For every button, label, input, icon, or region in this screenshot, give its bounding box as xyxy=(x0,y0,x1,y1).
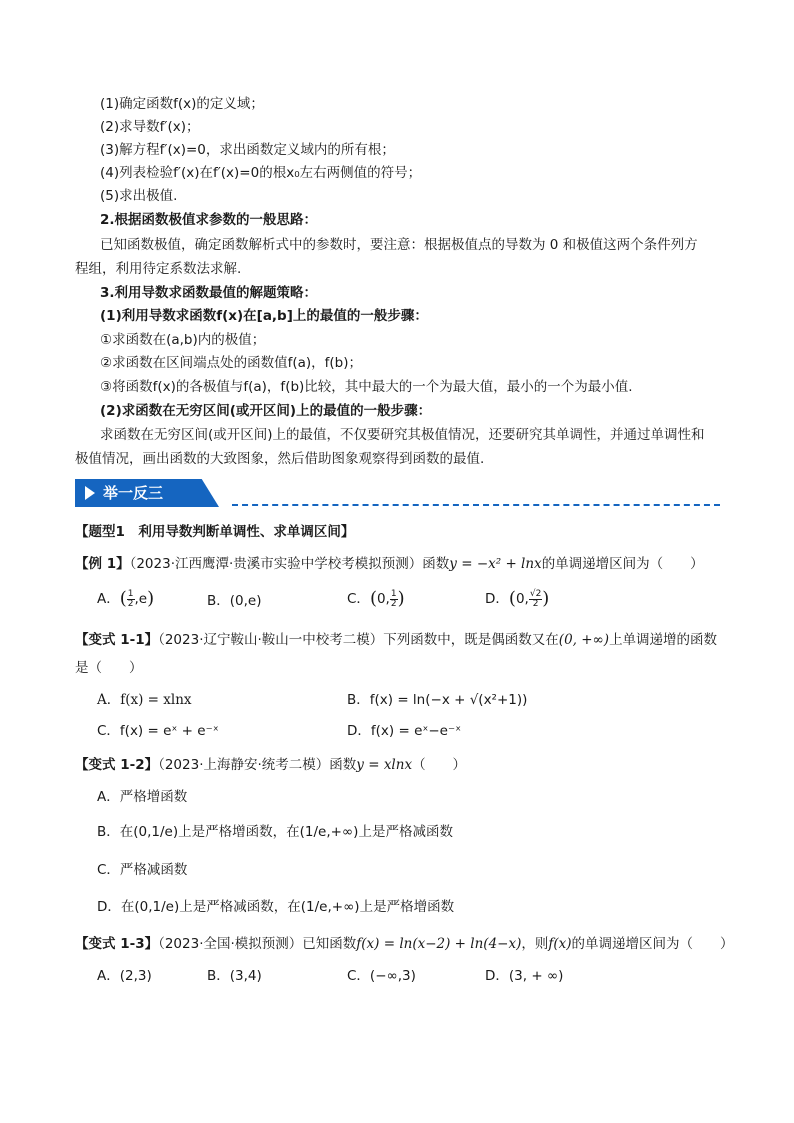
section-3-item-1: ①求函数在(a,b)内的极值； xyxy=(100,332,266,348)
variant-1-3-option-a[interactable]: A．(2,3) xyxy=(97,968,152,984)
option-a-label: A． xyxy=(97,591,120,607)
variant-1-2-option-d[interactable]: D．在(0,1/e)上是严格减函数，在(1/e,+∞)上是严格增函数 xyxy=(97,899,455,915)
variant-1-2-option-a[interactable]: A．严格增函数 xyxy=(97,789,188,805)
example-1-question xyxy=(75,555,704,573)
step-4: (4)列表检验f′(x)在f′(x)=0的根x₀左右两侧值的符号； xyxy=(100,165,422,181)
example-1-tail: 的单调递增区间为（ ） xyxy=(541,556,704,572)
variant-1-2-tail: （ ） xyxy=(412,757,467,773)
variant-1-3-option-b[interactable]: B．(3,4) xyxy=(207,968,262,984)
topic-1-title: 【题型1 利用导数判断单调性、求单调区间】 xyxy=(75,524,355,540)
section-3-heading: 3.利用导数求函数最值的解题策略： xyxy=(100,285,318,301)
example-1-option-c[interactable]: C．(0, $\frac{1}{2}$ ) xyxy=(347,588,405,609)
variant-1-1-text: （2023·辽宁鞍山·鞍山一中校考二模）下列函数中，既是偶函数又在 xyxy=(158,632,559,648)
variant-1-1-option-c[interactable]: C．f(x) = eˣ + e⁻ˣ xyxy=(97,723,219,739)
variant-1-1-option-b[interactable]: B．f(x) = ln(−x + √(x²+1)) xyxy=(347,692,528,708)
section-header-bar xyxy=(75,479,225,507)
example-1-option-a[interactable]: A．( $\frac{1}{2}$ ,e) xyxy=(97,588,155,609)
option-d-label: D． xyxy=(485,591,509,607)
variant-1-1-interval: (0, +∞) xyxy=(558,632,610,648)
variant-1-3-tag: 【变式 1-3】 xyxy=(75,936,159,952)
variant-1-3-tail: 的单调递增区间为（ ） xyxy=(571,936,734,952)
section-3-item-3: ③将函数f(x)的各极值与f(a)，f(b)比较，其中最大的一个为最大值，最小的一个为最小值. xyxy=(100,379,633,395)
variant-1-2-formula: y = xlnx xyxy=(356,757,413,773)
step-2: (2)求导数f′(x)； xyxy=(100,119,200,135)
variant-1-3-option-c[interactable]: C．(−∞,3) xyxy=(347,968,416,984)
variant-1-1-tag: 【变式 1-1】 xyxy=(75,632,159,648)
variant-1-3-option-d[interactable]: D．(3, + ∞) xyxy=(485,968,564,984)
play-arrow-icon xyxy=(85,486,95,500)
variant-1-1-question xyxy=(75,631,717,649)
variant-1-1-option-a[interactable]: A．f(x) = xlnx xyxy=(97,692,192,708)
section-3-body-2: 极值情况，画出函数的大致图象，然后借助图象观察得到函数的最值. xyxy=(75,451,485,467)
dashed-divider xyxy=(232,504,720,506)
example-1-tag: 【例 1】 xyxy=(75,556,130,572)
section-2-body-1: 已知函数极值，确定函数解析式中的参数时，要注意：根据极值点的导数为 0 和极值这两个条件列方 xyxy=(100,237,698,253)
variant-1-3-question xyxy=(75,935,734,953)
step-1: (1)确定函数f(x)的定义域； xyxy=(100,96,264,112)
example-1-text: （2023·江西鹰潭·贵溪市实验中学校考模拟预测）函数 xyxy=(129,556,450,572)
example-1-option-d[interactable]: D．(0, $\frac{√2}{2}$ ) xyxy=(485,588,550,609)
section-3-sub-1: (1)利用导数求函数f(x)在[a,b]上的最值的一般步骤： xyxy=(100,308,428,324)
variant-1-2-option-c[interactable]: C．严格减函数 xyxy=(97,862,188,878)
variant-1-1-line-2: 是（ ） xyxy=(75,660,143,676)
variant-1-2-tag: 【变式 1-2】 xyxy=(75,757,159,773)
section-3-body-1: 求函数在无穷区间(或开区间)上的最值，不仅要研究其极值情况，还要研究其单调性，并通过单调性和 xyxy=(100,427,705,443)
variant-1-3-mid: ，则 xyxy=(521,936,549,952)
example-1-formula: y = −x² + lnx xyxy=(449,556,542,572)
variant-1-2-option-b[interactable]: B．在(0,1/e)上是严格增函数，在(1/e,+∞)上是严格减函数 xyxy=(97,824,453,840)
section-header-title: 举一反三 xyxy=(103,484,164,502)
step-5: (5)求出极值. xyxy=(100,188,178,204)
step-3: (3)解方程f′(x)=0，求出函数定义域内的所有根； xyxy=(100,142,395,158)
example-1-option-b[interactable]: B．(0,e) xyxy=(207,593,262,609)
variant-1-2-question xyxy=(75,756,466,774)
variant-1-1-option-d[interactable]: D．f(x) = eˣ−e⁻ˣ xyxy=(347,723,462,739)
variant-1-3-fx: f(x) xyxy=(548,936,572,952)
section-3-sub-2: (2)求函数在无穷区间(或开区间)上的最值的一般步骤： xyxy=(100,403,432,419)
section-2-heading: 2.根据函数极值求参数的一般思路： xyxy=(100,212,318,228)
variant-1-3-formula: f(x) = ln(x−2) + ln(4−x) xyxy=(356,936,522,952)
variant-1-3-text: （2023·全国·模拟预测）已知函数 xyxy=(158,936,357,952)
section-2-body-2: 程组，利用待定系数法求解. xyxy=(75,261,242,277)
variant-1-1-tail: 上单调递增的函数 xyxy=(609,632,718,648)
section-3-item-2: ②求函数在区间端点处的函数值f(a)，f(b)； xyxy=(100,355,363,371)
variant-1-2-text: （2023·上海静安·统考二模）函数 xyxy=(158,757,357,773)
option-c-label: C． xyxy=(347,591,370,607)
